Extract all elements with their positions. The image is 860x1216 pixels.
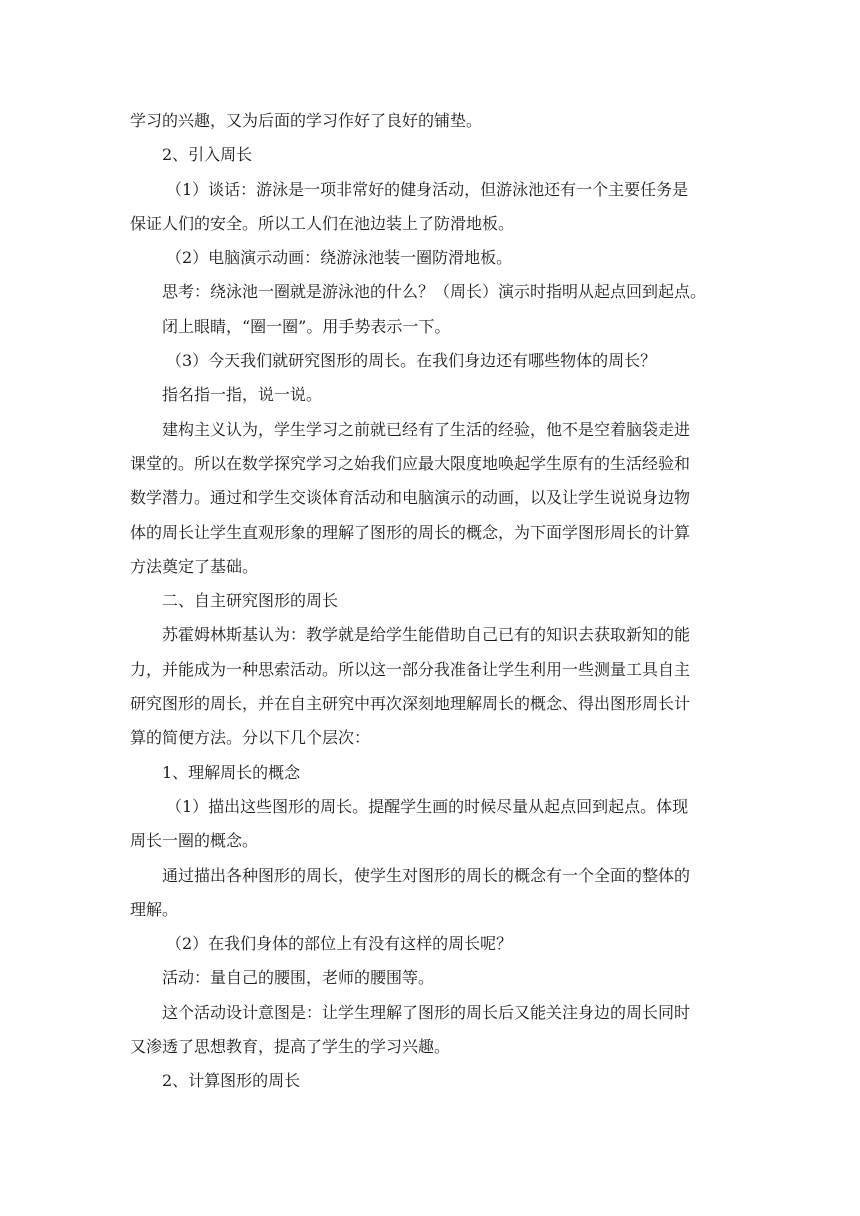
text-line: 苏霍姆林斯基认为：教学就是给学生能借助自己已有的知识去获取新知的能 xyxy=(162,625,691,645)
text-line: （2）在我们身体的部位上有没有这样的周长呢？ xyxy=(166,934,513,954)
text-line: （1）描出这些图形的周长。提醒学生画的时候尽量从起点回到起点。体现 xyxy=(166,796,689,816)
section-heading: 二、自主研究图形的周长 xyxy=(162,591,339,611)
text-line: （1）谈话：游泳是一项非常好的健身活动，但游泳池还有一个主要任务是 xyxy=(166,179,689,199)
text-line: 思考：绕泳池一圈就是游泳池的什么？（周长）演示时指明从起点回到起点。 xyxy=(162,282,707,302)
text-line: 通过描出各种图形的周长，使学生对图形的周长的概念有一个全面的整体的 xyxy=(162,865,691,885)
text-line: 力，并能成为一种思索活动。所以这一部分我准备让学生利用一些测量工具自主 xyxy=(130,659,691,679)
text-line: （2）电脑演示动画：绕游泳池装一圈防滑地板。 xyxy=(166,248,513,268)
text-line: 指名指一指，说一说。 xyxy=(162,385,323,405)
text-line: 体的周长让学生直观形象的理解了图形的周长的概念，为下面学图形周长的计算 xyxy=(130,522,691,542)
text-line: 研究图形的周长，并在自主研究中再次深刻地理解周长的概念、得出图形周长计 xyxy=(130,694,691,714)
section-heading: 2、引入周长 xyxy=(162,145,253,165)
section-heading: 1、理解周长的概念 xyxy=(162,762,301,782)
section-heading: 2、计算图形的周长 xyxy=(162,1071,301,1091)
document-page xyxy=(130,104,730,1099)
text-line: 学习的兴趣，又为后面的学习作好了良好的铺垫。 xyxy=(130,111,483,130)
text-line: 课堂的。所以在数学探究学习之始我们应最大限度地唤起学生原有的生活经验和 xyxy=(130,453,691,473)
text-line: 数学潜力。通过和学生交谈体育活动和电脑演示的动画，以及让学生说说身边物 xyxy=(130,488,691,508)
text-line: 方法奠定了基础。 xyxy=(130,556,259,576)
text-line: 理解。 xyxy=(130,899,179,919)
text-line: 建构主义认为，学生学习之前就已经有了生活的经验，他不是空着脑袋走进 xyxy=(162,419,691,439)
text-line: 算的简便方法。分以下几个层次： xyxy=(130,728,371,748)
text-line: 活动：量自己的腰围，老师的腰围等。 xyxy=(162,968,435,988)
text-line: 闭上眼睛，“圈一圈”。用手势表示一下。 xyxy=(162,316,451,336)
text-line: 保证人们的安全。所以工人们在池边装上了防滑地板。 xyxy=(130,213,515,233)
text-line: 又渗透了思想教育，提高了学生的学习兴趣。 xyxy=(130,1037,451,1057)
text-line: 周长一圈的概念。 xyxy=(130,831,259,851)
text-line: 这个活动设计意图是：让学生理解了图形的周长后又能关注身边的周长同时 xyxy=(162,1002,691,1022)
text-line: （3）今天我们就研究图形的周长。在我们身边还有哪些物体的周长？ xyxy=(166,351,657,371)
